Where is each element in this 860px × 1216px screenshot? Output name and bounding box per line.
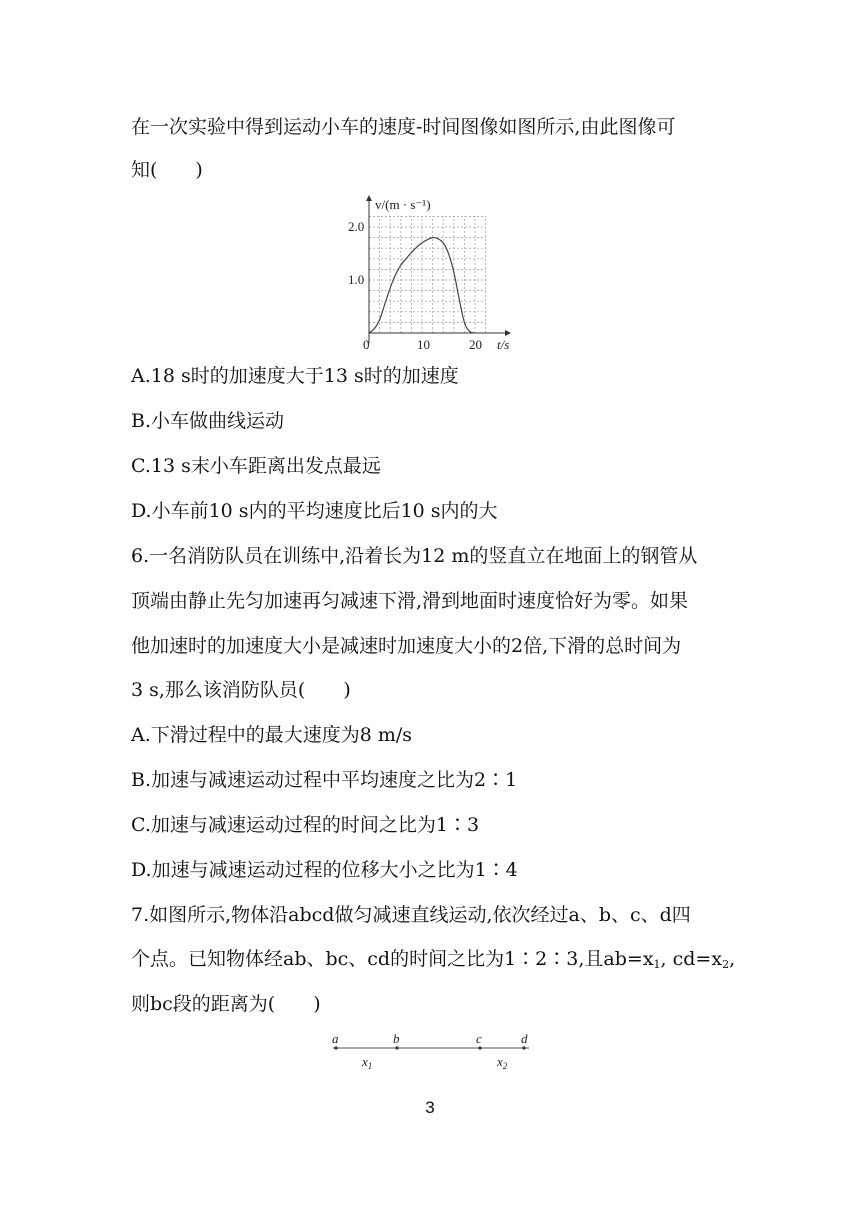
- y-axis-label: v/(m · s⁻¹): [375, 197, 431, 212]
- y-tick-2: 2.0: [348, 219, 365, 234]
- point-d-dot: [522, 1046, 525, 1049]
- q6-option-d: D.加速与减速运动过程的位移大小之比为1∶4: [131, 859, 518, 881]
- point-b-label: b: [393, 1031, 400, 1046]
- point-d-label: d: [521, 1031, 528, 1046]
- y-axis-arrow: [366, 195, 372, 201]
- point-a-label: a: [332, 1031, 339, 1046]
- q7-stem-line3: 则bc段的距离为( ): [131, 993, 321, 1015]
- q6-option-a: A.下滑过程中的最大速度为8 m/s: [131, 724, 413, 746]
- x-tick-0: 0: [363, 337, 370, 352]
- point-c-label: c: [476, 1031, 482, 1046]
- q5-stem-line1: 在一次实验中得到运动小车的速度-时间图像如图所示,由此图像可: [131, 116, 676, 138]
- q5-option-c: C.13 s末小车距离出发点最远: [131, 455, 381, 477]
- x-tick-10: 10: [417, 337, 430, 352]
- page-number: 3: [425, 1098, 435, 1117]
- y-tick-1: 1.0: [348, 272, 365, 287]
- segment-x2-label: $x_2$: [497, 1054, 508, 1071]
- x-tick-20: 20: [469, 337, 482, 352]
- q5-option-a: A.18 s时的加速度大于13 s时的加速度: [131, 365, 459, 387]
- q5-option-d: D.小车前10 s内的平均速度比后10 s内的大: [131, 500, 498, 522]
- point-a-dot: [334, 1046, 337, 1049]
- q7-stem-line2: 个点。已知物体经ab、bc、cd的时间之比为1∶2∶3,且$ab=x_1$, $cd=x_2$,: [131, 948, 736, 971]
- chart-grid: [369, 216, 486, 333]
- q6-stem-line1: 6.一名消防队员在训练中,沿着长为12 m的竖直立在地面上的钢管从: [131, 545, 698, 567]
- q5-stem-line2: 知( ): [131, 159, 203, 181]
- q6-stem-line4: 3 s,那么该消防队员( ): [131, 679, 351, 701]
- q7-stem-line1: 7.如图所示,物体沿abcd做匀减速直线运动,依次经过a、b、c、d四: [131, 904, 691, 926]
- q5-option-b: B.小车做曲线运动: [131, 410, 285, 432]
- x-axis-arrow: [505, 330, 511, 336]
- velocity-time-chart: [348, 195, 515, 355]
- q6-stem-line2: 顶端由静止先匀加速再匀减速下滑,滑到地面时速度恰好为零。如果: [131, 590, 689, 612]
- q6-stem-line3: 他加速时的加速度大小是减速时加速度大小的2倍,下滑的总时间为: [131, 635, 682, 657]
- q6-option-b: B.加速与减速运动过程中平均速度之比为2∶1: [131, 769, 518, 791]
- point-b-dot: [395, 1046, 398, 1049]
- abcd-line-diagram: [327, 1030, 537, 1074]
- q6-option-c: C.加速与减速运动过程的时间之比为1∶3: [131, 814, 480, 836]
- segment-x1-label: $x_1$: [362, 1054, 373, 1071]
- chart-axes: [366, 195, 511, 343]
- x-axis-label: t/s: [497, 337, 510, 352]
- point-c-dot: [478, 1046, 481, 1049]
